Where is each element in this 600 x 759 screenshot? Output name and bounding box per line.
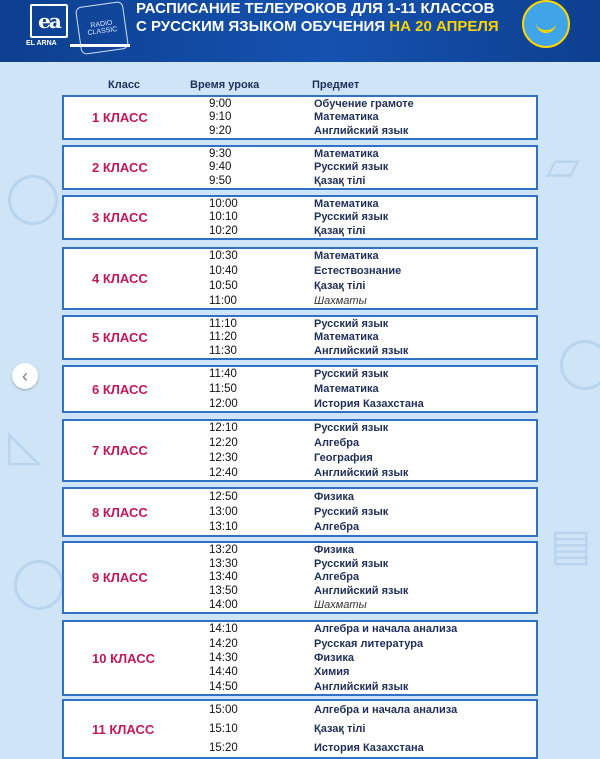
book-icon: ▤ [550,521,592,570]
lesson-time: 9:40 [209,161,232,174]
radio-classic-logo: RADIO CLASSIC [75,1,129,55]
lesson-time: 13:10 [209,521,238,534]
tv-icon [70,44,130,62]
lesson-subjects [314,489,534,535]
atom-icon [8,175,58,225]
lesson-time: 11:30 [209,345,237,358]
lesson-times [209,367,269,411]
lesson-time: 9:30 [209,147,232,160]
lesson-times [209,249,269,308]
lesson-subject: Математика [314,382,379,395]
lesson-times [209,147,269,188]
title-line-1: РАСПИСАНИЕ ТЕЛЕУРОКОВ ДЛЯ 1-11 КЛАССОВ [136,0,495,17]
lesson-subject: Физика [314,651,355,664]
lesson-subject: Қазақ тілі [314,279,366,292]
lesson-time: 11:50 [209,382,237,395]
lesson-subject: Химия [314,666,350,679]
class-label: 1 КЛАСС [92,110,148,125]
lesson-time: 13:20 [209,543,238,556]
lesson-subject: Русский язык [314,368,389,381]
lesson-subject: Русская литература [314,637,424,650]
lesson-time: 15:10 [209,722,238,735]
lesson-subject: Английский язык [314,680,409,693]
lesson-subject: Алгебра [314,521,360,534]
column-header-class: Класс [108,79,141,91]
lesson-time: 11:10 [209,317,237,330]
lesson-times [209,97,269,138]
lesson-time: 12:40 [209,466,238,479]
lesson-subjects [314,701,534,757]
lesson-time: 14:20 [209,637,238,650]
schedule-row [62,541,538,614]
lesson-time: 9:50 [209,175,232,188]
lesson-subjects [314,367,534,411]
lesson-time: 10:40 [209,265,238,278]
lesson-time: 15:00 [209,704,238,717]
el-arna-logo: ea [30,4,68,38]
lesson-time: 11:20 [209,331,237,344]
lesson-time: 13:30 [209,557,238,570]
lesson-times [209,197,269,238]
class-label: 11 КЛАСС [92,721,155,737]
lesson-subject: История Казахстана [314,397,424,410]
class-label: 5 КЛАСС [92,330,148,345]
lesson-time: 13:00 [209,505,238,518]
lesson-subject: Математика [314,331,379,344]
lesson-subjects [314,147,534,188]
class-label: 6 КЛАСС [92,381,148,397]
lesson-times [209,543,269,612]
header-banner [0,0,600,62]
class-label: 2 КЛАСС [92,160,148,175]
lesson-subjects [314,249,534,308]
class-label: 4 КЛАСС [92,271,148,286]
lesson-subjects [314,543,534,612]
lesson-subjects [314,197,534,238]
triangle-ruler-icon: ◺ [8,421,42,470]
lesson-time: 14:00 [209,599,238,612]
schedule-row [62,620,538,696]
schedule-row [62,699,538,759]
lesson-subject: Математика [314,111,379,124]
lesson-subject: Қазақ тілі [314,175,366,188]
class-label: 9 КЛАСС [92,570,148,585]
lesson-time: 14:10 [209,623,238,636]
globe-icon [14,560,64,610]
lesson-subject: Математика [314,250,379,263]
title-date: НА 20 АПРЕЛЯ [389,18,499,35]
lesson-time: 9:10 [209,111,232,124]
schedule-row [62,95,538,140]
class-label: 3 КЛАСС [92,210,148,225]
column-header-time: Время урока [190,79,260,91]
lesson-time: 14:50 [209,680,238,693]
title-main: С РУССКИМ ЯЗЫКОМ ОБУЧЕНИЯ [136,18,386,35]
lesson-time: 10:20 [209,225,238,238]
lesson-subject: Английский язык [314,345,409,358]
lesson-subjects [314,97,534,138]
lesson-subject: Естествознание [314,265,402,278]
lesson-subjects [314,317,534,358]
title-line-2 [136,18,499,36]
class-label: 7 КЛАСС [92,443,148,458]
lesson-subject: Физика [314,490,355,503]
lesson-times [209,421,269,480]
lesson-times [209,317,269,358]
lesson-time: 13:50 [209,585,238,598]
lesson-times [209,701,269,757]
class-label: 10 КЛАСС [92,650,155,666]
lesson-subject: Қазақ тілі [314,722,366,735]
lesson-subject: Физика [314,543,355,556]
el-arna-logo-caption: EL ARNA [26,40,57,47]
lesson-subject: История Казахстана [314,741,424,754]
lesson-subject: Математика [314,197,379,210]
lesson-time: 12:20 [209,437,238,450]
schedule-row [62,365,538,413]
lesson-time: 9:00 [209,97,232,110]
lesson-subject: Английский язык [314,125,409,138]
column-header-subject: Предмет [312,79,360,91]
lesson-subjects [314,622,534,694]
lesson-time: 10:10 [209,211,238,224]
lesson-subject: Алгебра и начала анализа [314,623,458,636]
lesson-subjects [314,421,534,480]
lesson-subject: Английский язык [314,466,409,479]
lesson-subject: Обучение грамоте [314,97,414,110]
lesson-time: 11:00 [209,294,237,307]
lesson-time: 9:20 [209,125,232,138]
atom-icon [560,340,600,390]
lesson-subject: Математика [314,147,379,160]
schedule-row [62,247,538,310]
lesson-time: 14:40 [209,666,238,679]
schedule-row [62,487,538,537]
schedule-row [62,419,538,482]
lesson-subject: Шахматы [314,599,367,612]
lesson-subject: Русский язык [314,317,389,330]
triangle-ruler-icon: ▱ [546,141,580,190]
lesson-subject: Русский язык [314,557,389,570]
lesson-subject: Русский язык [314,161,389,174]
lesson-subject: Русский язык [314,422,389,435]
lesson-subject: Шахматы [314,294,367,307]
lesson-subject: Русский язык [314,505,389,518]
lesson-time: 11:40 [209,368,237,381]
previous-arrow-button[interactable]: ‹ [12,363,38,389]
lesson-times [209,622,269,694]
page-title [136,0,499,36]
lesson-subject: Алгебра [314,437,360,450]
lesson-subject: Русский язык [314,211,389,224]
class-label: 8 КЛАСС [92,504,148,520]
lesson-subject: Алгебра и начала анализа [314,704,458,717]
lesson-time: 14:30 [209,651,238,664]
lesson-subject: Қазақ тілі [314,225,366,238]
lesson-time: 12:30 [209,451,238,464]
schedule-row [62,315,538,360]
lesson-time: 13:40 [209,571,238,584]
lesson-times [209,489,269,535]
lesson-time: 12:50 [209,490,238,503]
lesson-subject: Английский язык [314,585,409,598]
lesson-time: 10:30 [209,250,238,263]
schedule-row [62,195,538,240]
lesson-subject: Алгебра [314,571,360,584]
lesson-time: 15:20 [209,741,238,754]
lesson-time: 10:00 [209,197,238,210]
lesson-subject: География [314,451,373,464]
lesson-time: 10:50 [209,279,238,292]
lesson-time: 12:00 [209,397,238,410]
schedule-row [62,145,538,190]
ministry-emblem-icon [522,0,570,48]
lesson-time: 12:10 [209,422,238,435]
